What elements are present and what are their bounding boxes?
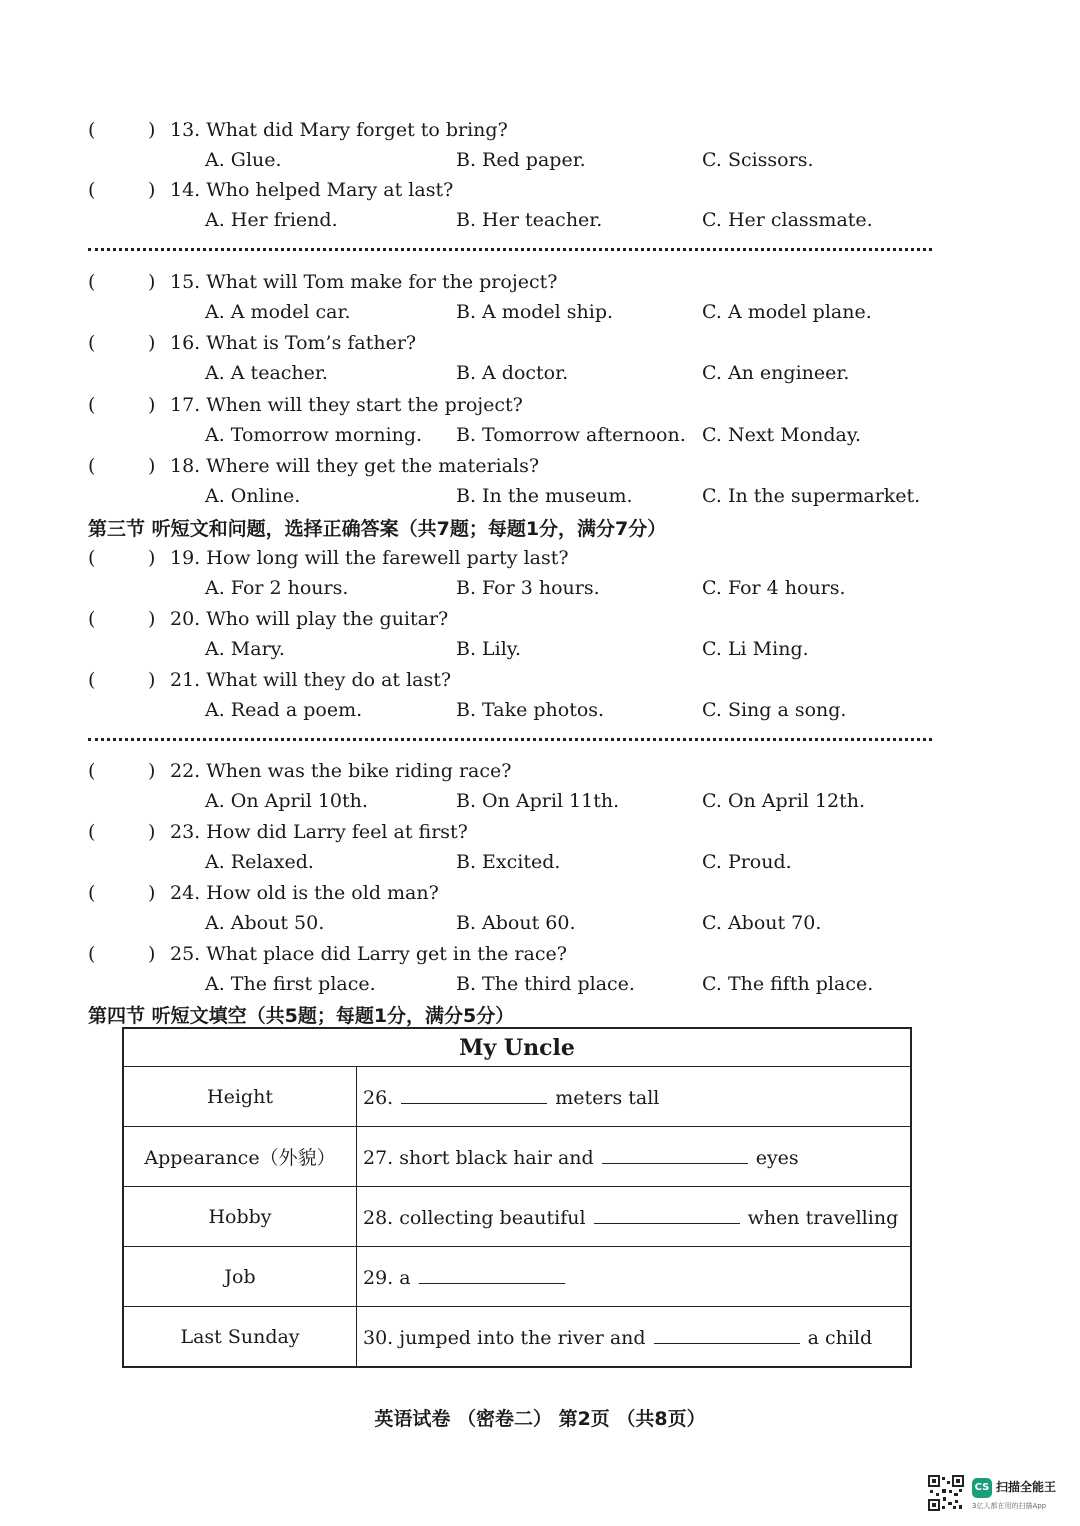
option-b: B. On April 11th. bbox=[456, 790, 620, 812]
scanner-tagline: 3亿人都在用的扫描App bbox=[972, 1502, 1047, 1510]
question-22 bbox=[88, 760, 948, 820]
answer-blank[interactable] bbox=[401, 1085, 547, 1104]
answer-paren-right: ) bbox=[148, 332, 156, 354]
option-c: C. A model plane. bbox=[702, 301, 872, 323]
row-label: Height bbox=[123, 1067, 357, 1127]
question-24 bbox=[88, 882, 948, 942]
question-stem: 25. What place did Larry get in the race? bbox=[170, 943, 567, 965]
row-text-before: 30. jumped into the river and bbox=[363, 1326, 646, 1349]
option-b: B. Take photos. bbox=[456, 699, 605, 721]
option-b: B. Tomorrow afternoon. bbox=[456, 424, 686, 446]
row-value bbox=[357, 1307, 912, 1368]
option-b: B. The third place. bbox=[456, 973, 635, 995]
option-c: C. On April 12th. bbox=[702, 790, 866, 812]
option-c: C. Her classmate. bbox=[702, 209, 873, 231]
option-a: A. Online. bbox=[205, 485, 301, 507]
question-18 bbox=[88, 455, 948, 515]
answer-paren-right: ) bbox=[148, 179, 156, 201]
question-stem: 21. What will they do at last? bbox=[170, 669, 452, 691]
answer-blank[interactable] bbox=[594, 1205, 740, 1224]
option-c: C. Scissors. bbox=[702, 149, 814, 171]
answer-blank[interactable] bbox=[419, 1265, 565, 1284]
answer-blank[interactable] bbox=[602, 1145, 748, 1164]
row-text-before: 26. bbox=[363, 1086, 394, 1109]
option-a: A. Read a poem. bbox=[205, 699, 363, 721]
question-14 bbox=[88, 179, 948, 239]
qr-code-icon bbox=[928, 1475, 964, 1511]
row-value bbox=[357, 1247, 912, 1307]
option-c: C. Proud. bbox=[702, 851, 792, 873]
question-stem: 20. Who will play the guitar? bbox=[170, 608, 449, 630]
answer-paren-right: ) bbox=[148, 943, 156, 965]
question-stem: 15. What will Tom make for the project? bbox=[170, 271, 558, 293]
option-b: B. Lily. bbox=[456, 638, 522, 660]
answer-paren-left: ( bbox=[88, 119, 96, 141]
question-17 bbox=[88, 394, 948, 454]
question-21 bbox=[88, 669, 948, 729]
option-b: B. In the museum. bbox=[456, 485, 633, 507]
option-c: C. About 70. bbox=[702, 912, 822, 934]
option-c: C. In the supermarket. bbox=[702, 485, 921, 507]
answer-paren-left: ( bbox=[88, 882, 96, 904]
option-a: A. Tomorrow morning. bbox=[205, 424, 423, 446]
row-text-after: a child bbox=[807, 1326, 873, 1349]
table-row bbox=[123, 1127, 911, 1187]
table-row bbox=[123, 1307, 911, 1368]
question-stem: 22. When was the bike riding race? bbox=[170, 760, 512, 782]
answer-paren-left: ( bbox=[88, 455, 96, 477]
answer-paren-left: ( bbox=[88, 547, 96, 569]
dotted-divider bbox=[88, 248, 932, 251]
option-a: A. For 2 hours. bbox=[205, 577, 349, 599]
answer-blank[interactable] bbox=[654, 1325, 800, 1344]
row-label: Job bbox=[123, 1247, 357, 1307]
row-text-before: 29. a bbox=[363, 1266, 411, 1289]
option-b: B. A doctor. bbox=[456, 362, 569, 384]
option-b: B. Her teacher. bbox=[456, 209, 603, 231]
table-row bbox=[123, 1247, 911, 1307]
answer-paren-left: ( bbox=[88, 179, 96, 201]
section-4-title: 第四节 听短文填空（共5题；每题1分，满分5分） bbox=[88, 1005, 515, 1027]
option-b: B. About 60. bbox=[456, 912, 576, 934]
option-a: A. A model car. bbox=[205, 301, 351, 323]
question-stem: 18. Where will they get the materials? bbox=[170, 455, 540, 477]
question-13 bbox=[88, 119, 948, 179]
table-title-row bbox=[123, 1028, 911, 1067]
option-a: A. Relaxed. bbox=[205, 851, 314, 873]
answer-paren-left: ( bbox=[88, 821, 96, 843]
option-c: C. Sing a song. bbox=[702, 699, 847, 721]
option-a: A. Mary. bbox=[205, 638, 285, 660]
option-c: C. The fifth place. bbox=[702, 973, 874, 995]
section-3-title: 第三节 听短文和问题，选择正确答案（共7题；每题1分，满分7分） bbox=[88, 518, 667, 540]
option-a: A. The first place. bbox=[205, 973, 376, 995]
option-a: A. A teacher. bbox=[205, 362, 328, 384]
table-title: My Uncle bbox=[123, 1028, 911, 1067]
my-uncle-table bbox=[122, 1027, 912, 1368]
question-stem: 24. How old is the old man? bbox=[170, 882, 439, 904]
question-stem: 23. How did Larry feel at first? bbox=[170, 821, 468, 843]
question-25 bbox=[88, 943, 948, 1003]
option-b: B. A model ship. bbox=[456, 301, 614, 323]
answer-paren-left: ( bbox=[88, 394, 96, 416]
row-value bbox=[357, 1067, 912, 1127]
answer-paren-right: ) bbox=[148, 394, 156, 416]
question-stem: 14. Who helped Mary at last? bbox=[170, 179, 454, 201]
answer-paren-left: ( bbox=[88, 608, 96, 630]
answer-paren-right: ) bbox=[148, 669, 156, 691]
dotted-divider bbox=[88, 738, 932, 741]
question-16 bbox=[88, 332, 948, 392]
option-c: C. For 4 hours. bbox=[702, 577, 846, 599]
question-stem: 17. When will they start the project? bbox=[170, 394, 523, 416]
option-a: A. Glue. bbox=[205, 149, 282, 171]
camscanner-logo: CS bbox=[972, 1478, 992, 1498]
answer-paren-right: ) bbox=[148, 882, 156, 904]
option-c: C. Next Monday. bbox=[702, 424, 862, 446]
answer-paren-right: ) bbox=[148, 271, 156, 293]
option-a: A. About 50. bbox=[205, 912, 325, 934]
answer-paren-left: ( bbox=[88, 332, 96, 354]
answer-paren-left: ( bbox=[88, 760, 96, 782]
answer-paren-left: ( bbox=[88, 271, 96, 293]
row-value bbox=[357, 1127, 912, 1187]
page-footer: 英语试卷 （密卷二） 第2页 （共8页） bbox=[374, 1408, 706, 1430]
option-c: C. An engineer. bbox=[702, 362, 850, 384]
row-label: Appearance（外貌） bbox=[123, 1127, 357, 1187]
row-text-after: eyes bbox=[755, 1146, 799, 1169]
question-stem: 13. What did Mary forget to bring? bbox=[170, 119, 508, 141]
row-text-after: meters tall bbox=[555, 1086, 660, 1109]
option-c: C. Li Ming. bbox=[702, 638, 809, 660]
option-a: A. On April 10th. bbox=[205, 790, 368, 812]
row-text-before: 28. collecting beautiful bbox=[363, 1206, 586, 1229]
answer-paren-left: ( bbox=[88, 943, 96, 965]
option-b: B. For 3 hours. bbox=[456, 577, 600, 599]
question-stem: 16. What is Tom’s father? bbox=[170, 332, 417, 354]
answer-paren-right: ) bbox=[148, 119, 156, 141]
table-row bbox=[123, 1187, 911, 1247]
row-label: Last Sunday bbox=[123, 1307, 357, 1368]
answer-paren-right: ) bbox=[148, 547, 156, 569]
question-19 bbox=[88, 547, 948, 607]
question-23 bbox=[88, 821, 948, 881]
answer-paren-right: ) bbox=[148, 760, 156, 782]
row-label: Hobby bbox=[123, 1187, 357, 1247]
option-b: B. Red paper. bbox=[456, 149, 586, 171]
table-row bbox=[123, 1067, 911, 1127]
option-a: A. Her friend. bbox=[205, 209, 338, 231]
row-text-after: when travelling bbox=[747, 1206, 899, 1229]
answer-paren-left: ( bbox=[88, 669, 96, 691]
question-15 bbox=[88, 271, 948, 331]
answer-paren-right: ) bbox=[148, 608, 156, 630]
question-stem: 19. How long will the farewell party last? bbox=[170, 547, 569, 569]
row-value bbox=[357, 1187, 912, 1247]
answer-paren-right: ) bbox=[148, 455, 156, 477]
question-20 bbox=[88, 608, 948, 668]
answer-paren-right: ) bbox=[148, 821, 156, 843]
row-text-before: 27. short black hair and bbox=[363, 1146, 594, 1169]
scanner-app-name: 扫描全能王 bbox=[996, 1480, 1057, 1494]
option-b: B. Excited. bbox=[456, 851, 561, 873]
scanner-watermark bbox=[928, 1475, 1068, 1515]
